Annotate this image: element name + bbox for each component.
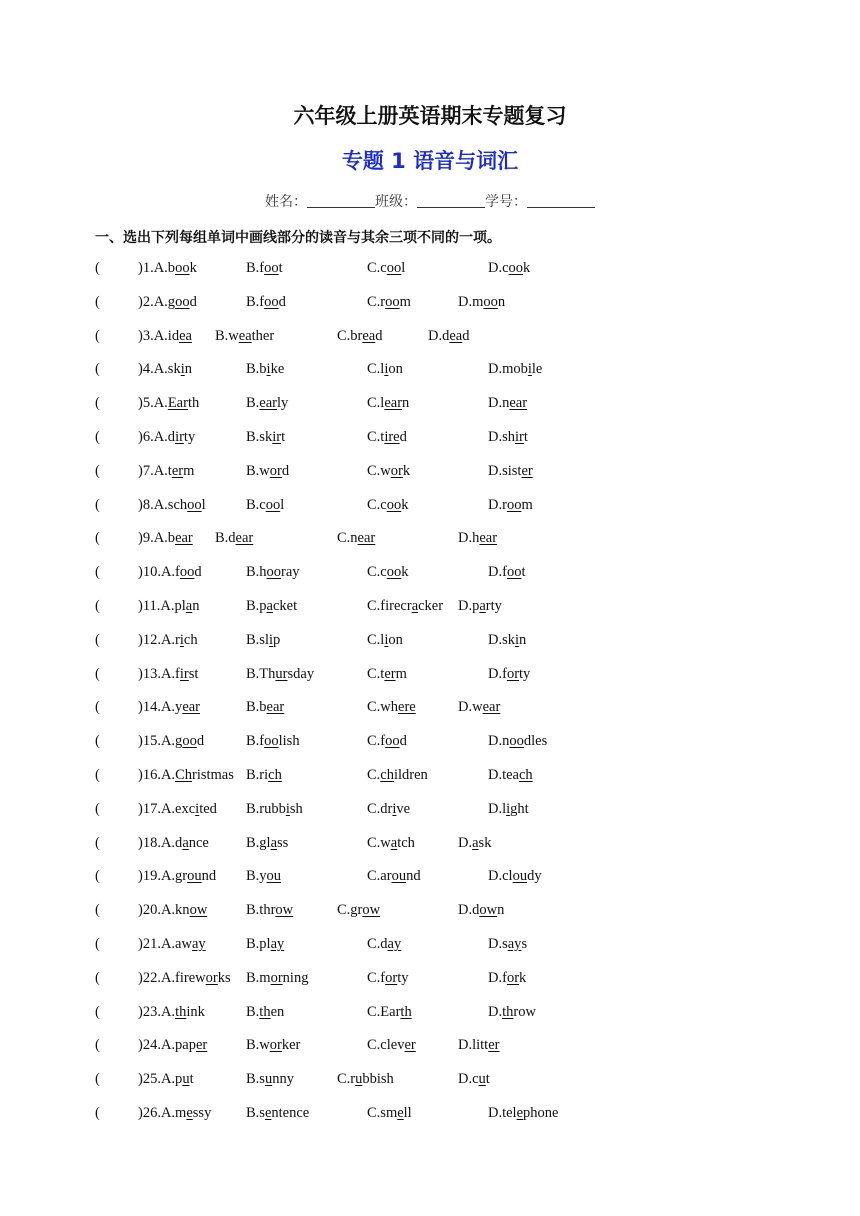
option-c: C.clever — [367, 1037, 416, 1054]
option-b: B.morning — [246, 969, 309, 986]
question-row — [0, 1071, 860, 1091]
underlined-letters: i — [179, 631, 184, 648]
underlined-letters: oo — [385, 733, 400, 750]
option-d: D.wear — [458, 699, 501, 716]
underlined-letters: ea — [449, 327, 463, 344]
option-a: )20.A.know — [138, 902, 208, 919]
underlined-letters: i — [195, 800, 200, 817]
underlined-letters: ere — [398, 699, 416, 716]
option-d: D.fork — [488, 969, 527, 986]
underlined-letters: ch — [380, 767, 394, 783]
question-row — [0, 260, 860, 280]
underlined-letters: i — [384, 631, 389, 648]
question-row — [0, 801, 860, 821]
option-c: C.near — [337, 530, 376, 547]
question-row — [0, 294, 860, 314]
option-a: )11.A.plan — [138, 598, 200, 614]
underlined-letters: i — [266, 361, 271, 378]
underlined-letters: or — [270, 969, 283, 986]
option-c: C.grow — [337, 902, 381, 919]
option-a: )3.A.idea — [138, 327, 192, 344]
question-row — [0, 1004, 860, 1024]
option-c: C.work — [367, 462, 411, 479]
answer-paren-open[interactable]: ( — [95, 868, 100, 885]
option-c: C.lion — [367, 631, 403, 648]
underlined-letters: th — [400, 1003, 412, 1020]
option-b: B.bike — [246, 361, 285, 378]
option-d: D.near — [488, 395, 528, 412]
question-row — [0, 1105, 860, 1125]
option-d: D.noodles — [488, 733, 548, 750]
option-d: D.room — [488, 496, 533, 513]
underlined-letters: er — [196, 1037, 208, 1054]
question-row — [0, 530, 860, 550]
option-d: D.teach — [488, 767, 533, 783]
option-b: B.rich — [246, 767, 282, 783]
underlined-letters: Ch — [175, 767, 192, 783]
underlined-letters: a — [266, 598, 273, 614]
underlined-letters: ear — [182, 699, 201, 716]
answer-paren-open[interactable]: ( — [95, 1071, 100, 1088]
underlined-letters: i — [180, 361, 185, 378]
option-c: C.around — [367, 868, 421, 885]
option-c: C.bread — [337, 327, 383, 344]
option-c: C.Earth — [367, 1003, 412, 1020]
question-row — [0, 902, 860, 922]
underlined-letters: ear — [266, 699, 285, 716]
option-d: D.skin — [488, 631, 527, 648]
underlined-letters: ir — [272, 429, 282, 445]
page-title: 六年级上册英语期末专题复习 — [293, 104, 567, 128]
question-row — [0, 328, 860, 348]
option-d: D.light — [488, 800, 529, 817]
underlined-letters: or — [506, 665, 520, 682]
underlined-letters: th — [502, 1003, 514, 1020]
option-d: D.mobile — [488, 361, 543, 378]
answer-paren-open[interactable]: ( — [95, 564, 100, 581]
underlined-letters: oo — [264, 733, 279, 750]
option-a: )19.A.ground — [138, 868, 217, 885]
underlined-letters: oo — [509, 733, 524, 750]
option-c: C.tired — [367, 429, 407, 445]
question-row — [0, 767, 860, 787]
underlined-letters: oo — [266, 564, 282, 581]
option-d: D.cut — [458, 1071, 490, 1088]
option-b: B.sunny — [246, 1071, 294, 1088]
page-subtitle: 专题 1 语音与词汇 — [341, 149, 519, 173]
underlined-letters: ear — [482, 699, 501, 716]
option-c: C.cook — [367, 564, 409, 581]
option-b: B.foot — [246, 260, 283, 276]
option-d: D.cloudy — [488, 868, 542, 885]
underlined-letters: a — [411, 598, 419, 614]
underlined-letters: ou — [187, 868, 202, 885]
option-a: )24.A.paper — [138, 1037, 208, 1054]
underlined-letters: ea — [362, 327, 376, 344]
underlined-letters: or — [205, 969, 218, 986]
option-d: D.litter — [458, 1037, 500, 1054]
answer-paren-open[interactable]: ( — [95, 530, 100, 547]
question-row — [0, 564, 860, 584]
option-a: )15.A.good — [138, 733, 205, 750]
underlined-letters: e — [397, 1105, 404, 1121]
option-b: B.play — [246, 936, 285, 952]
underlined-letters: oo — [506, 564, 522, 581]
underlined-letters: oo — [506, 496, 522, 513]
option-b: B.throw — [246, 902, 294, 919]
option-b: B.dear — [215, 530, 254, 547]
underlined-letters: oo — [187, 496, 202, 513]
option-a: )13.A.first — [138, 665, 199, 682]
option-b: B.word — [246, 462, 290, 479]
question-row — [0, 598, 860, 618]
option-b: B.rubbish — [246, 800, 303, 817]
answer-paren-open[interactable]: ( — [95, 631, 100, 648]
option-b: B.foolish — [246, 733, 300, 750]
underlined-letters: e — [186, 1105, 193, 1121]
question-row — [0, 632, 860, 652]
answer-paren-open[interactable]: ( — [95, 429, 100, 445]
underlined-letters: oo — [264, 260, 279, 276]
id-label: 学号： — [485, 194, 527, 210]
underlined-letters: a — [479, 598, 486, 614]
option-a: )25.A.put — [138, 1071, 194, 1088]
option-b: B.slip — [246, 631, 281, 648]
underlined-letters: th — [259, 1003, 271, 1020]
underlined-letters: ear — [175, 530, 193, 547]
option-c: C.term — [367, 665, 407, 682]
answer-paren-open[interactable]: ( — [95, 395, 100, 412]
option-a: )16.A.Christmas — [138, 767, 234, 783]
option-c: C.where — [367, 699, 416, 716]
section-heading: 一、选出下列每组单词中画线部分的读音与其余三项不同的一项。 — [95, 230, 501, 246]
option-d: D.forty — [488, 665, 531, 682]
option-a: )21.A.away — [138, 936, 206, 952]
answer-paren-open[interactable]: ( — [95, 969, 100, 986]
option-d: D.foot — [488, 564, 526, 581]
option-b: B.sentence — [246, 1105, 310, 1121]
option-a: )26.A.messy — [138, 1105, 212, 1121]
name-label: 姓名： — [265, 194, 307, 210]
option-d: D.ask — [458, 834, 492, 851]
option-d: D.hear — [458, 530, 498, 547]
underlined-letters: ear — [259, 395, 277, 412]
underlined-letters: er — [171, 462, 184, 479]
option-a: )22.A.fireworks — [138, 969, 231, 986]
underlined-letters: a — [390, 834, 398, 851]
underlined-letters: ou — [266, 868, 282, 885]
question-row — [0, 429, 860, 449]
option-d: D.party — [458, 598, 502, 614]
option-c: C.drive — [367, 800, 411, 817]
underlined-letters: ir — [179, 665, 189, 682]
option-b: B.bear — [246, 699, 285, 716]
option-d: D.shirt — [488, 429, 528, 445]
option-a: )4.A.skin — [138, 361, 192, 378]
question-row — [0, 395, 860, 415]
underlined-letters: oo — [264, 293, 279, 310]
answer-paren-open[interactable]: ( — [95, 598, 100, 614]
underlined-letters: oo — [386, 496, 402, 513]
option-c: C.cook — [367, 496, 409, 513]
option-c: C.smell — [367, 1105, 412, 1121]
option-b: B.skirt — [246, 429, 286, 445]
underlined-letters: or — [385, 969, 398, 986]
underlined-letters: or — [506, 969, 520, 986]
answer-paren-open[interactable]: ( — [95, 834, 100, 851]
option-b: B.early — [246, 395, 289, 412]
underlined-letters: ow — [275, 902, 294, 919]
underlined-letters: oo — [483, 293, 498, 310]
answer-paren-open[interactable]: ( — [95, 260, 100, 276]
option-d: D.telephone — [488, 1105, 559, 1121]
underlined-letters: ou — [391, 868, 407, 885]
underlined-letters: oo — [175, 293, 190, 310]
underlined-letters: u — [355, 1071, 363, 1088]
option-b: B.weather — [215, 327, 275, 344]
option-d: D.down — [458, 902, 505, 919]
underlined-letters: ir — [175, 429, 184, 445]
option-c: C.forty — [367, 969, 409, 986]
underlined-letters: ay — [387, 936, 402, 952]
underlined-letters: ea — [179, 327, 192, 344]
option-d: D.dead — [428, 327, 470, 344]
underlined-letters: ay — [191, 936, 206, 952]
underlined-letters: a — [185, 598, 193, 614]
option-a: )17.A.excited — [138, 800, 217, 817]
underlined-letters: ire — [384, 429, 400, 445]
underlined-letters: ow — [362, 902, 381, 919]
underlined-letters: ay — [507, 936, 522, 952]
answer-paren-open[interactable]: ( — [95, 902, 100, 919]
option-c: C.children — [367, 767, 428, 783]
answer-paren-open[interactable]: ( — [95, 1037, 100, 1054]
underlined-letters: ch — [519, 767, 533, 783]
underlined-letters: a — [472, 834, 479, 851]
option-a: )8.A.school — [138, 496, 206, 513]
underlined-letters: ear — [384, 395, 403, 412]
option-a: )10.A.food — [138, 564, 202, 581]
question-row — [0, 463, 860, 483]
underlined-letters: i — [285, 800, 290, 817]
question-row — [0, 497, 860, 517]
option-a: )5.A.Earth — [138, 395, 200, 412]
class-label: 班级： — [375, 194, 417, 210]
option-a: )18.A.dance — [138, 834, 209, 851]
option-d: D.moon — [458, 293, 506, 310]
underlined-letters: ea — [238, 327, 252, 344]
question-row — [0, 1037, 860, 1057]
answer-paren-open[interactable]: ( — [95, 462, 100, 479]
option-c: C.firecracker — [367, 598, 444, 614]
option-b: B.you — [246, 868, 282, 885]
underlined-letters: or — [269, 1037, 282, 1054]
option-b: B.packet — [246, 598, 298, 614]
option-c: C.watch — [367, 834, 415, 851]
underlined-letters: ur — [275, 665, 288, 682]
question-row — [0, 835, 860, 855]
question-row — [0, 868, 860, 888]
option-b: B.hooray — [246, 564, 300, 581]
underlined-letters: ear — [509, 395, 528, 412]
underlined-letters: u — [182, 1071, 190, 1088]
underlined-letters: oo — [175, 260, 190, 276]
underlined-letters: ear — [357, 530, 376, 547]
option-b: B.food — [246, 293, 286, 310]
question-row — [0, 361, 860, 381]
question-row — [0, 936, 860, 956]
underlined-letters: i — [268, 631, 273, 648]
underlined-letters: u — [264, 1071, 273, 1088]
underlined-letters: i — [506, 800, 511, 817]
question-row — [0, 733, 860, 753]
underlined-letters: er — [521, 462, 533, 479]
option-b: B.glass — [246, 834, 289, 851]
underlined-letters: i — [515, 631, 520, 648]
option-a: )7.A.term — [138, 462, 195, 479]
question-row — [0, 699, 860, 719]
underlined-letters: oo — [265, 496, 281, 513]
underlined-letters: ow — [479, 902, 498, 919]
answer-paren-open[interactable]: ( — [95, 496, 100, 513]
underlined-letters: a — [182, 834, 189, 851]
answer-paren-open[interactable]: ( — [95, 699, 100, 716]
underlined-letters: i — [392, 800, 397, 817]
underlined-letters: ear — [235, 530, 254, 547]
underlined-letters: oo — [386, 260, 402, 276]
option-c: C.cool — [367, 260, 406, 276]
underlined-letters: i — [527, 361, 532, 378]
underlined-letters: th — [175, 1003, 187, 1020]
option-a: )9.A.bear — [138, 530, 193, 547]
question-row — [0, 666, 860, 686]
option-c: C.food — [367, 733, 407, 750]
option-a: )14.A.year — [138, 699, 201, 716]
answer-paren-open[interactable]: ( — [95, 327, 100, 344]
answer-paren-open[interactable]: ( — [95, 1003, 100, 1020]
underlined-letters: oo — [386, 564, 402, 581]
option-c: C.lion — [367, 361, 403, 378]
underlined-letters: ir — [515, 429, 524, 445]
option-c: C.learn — [367, 395, 410, 412]
option-b: B.Thursday — [246, 665, 315, 682]
option-c: C.room — [367, 293, 411, 310]
answer-paren-open[interactable]: ( — [95, 767, 100, 783]
option-d: D.sister — [488, 462, 533, 479]
option-b: B.cool — [246, 496, 285, 513]
answer-paren-open[interactable]: ( — [95, 800, 100, 817]
answer-paren-open[interactable]: ( — [95, 936, 100, 952]
answer-paren-open[interactable]: ( — [95, 361, 100, 378]
option-c: C.rubbish — [337, 1071, 394, 1088]
question-row — [0, 970, 860, 990]
underlined-letters: oo — [508, 260, 524, 276]
option-b: B.worker — [246, 1037, 301, 1054]
underlined-letters: ou — [512, 868, 528, 885]
option-d: D.throw — [488, 1003, 536, 1020]
underlined-letters: a — [270, 834, 278, 851]
option-d: D.says — [488, 936, 528, 952]
option-a: )2.A.good — [138, 293, 197, 310]
answer-paren-open[interactable]: ( — [95, 665, 100, 682]
option-a: )23.A.think — [138, 1003, 205, 1020]
underlined-letters: or — [269, 462, 282, 479]
underlined-letters: oo — [385, 293, 400, 310]
underlined-letters: er — [384, 665, 396, 682]
option-a: )12.A.rich — [138, 631, 198, 648]
underlined-letters: or — [390, 462, 403, 479]
underlined-letters: Ear — [167, 395, 188, 412]
underlined-letters: e — [264, 1105, 272, 1121]
underlined-letters: ay — [270, 936, 285, 952]
option-b: B.then — [246, 1003, 285, 1020]
underlined-letters: e — [516, 1105, 524, 1121]
underlined-letters: ch — [268, 767, 282, 783]
underlined-letters: oo — [182, 733, 197, 750]
underlined-letters: oo — [179, 564, 195, 581]
answer-paren-open[interactable]: ( — [95, 1105, 100, 1121]
answer-paren-open[interactable]: ( — [95, 293, 100, 310]
underlined-letters: ow — [189, 902, 208, 919]
underlined-letters: u — [478, 1071, 486, 1088]
option-c: C.day — [367, 936, 402, 952]
underlined-letters: ear — [479, 530, 498, 547]
underlined-letters: er — [404, 1037, 416, 1054]
option-d: D.cook — [488, 260, 531, 276]
option-a: )6.A.dirty — [138, 429, 196, 445]
answer-paren-open[interactable]: ( — [95, 733, 100, 750]
underlined-letters: er — [488, 1037, 500, 1054]
option-a: )1.A.book — [138, 260, 197, 276]
underlined-letters: i — [384, 361, 389, 378]
